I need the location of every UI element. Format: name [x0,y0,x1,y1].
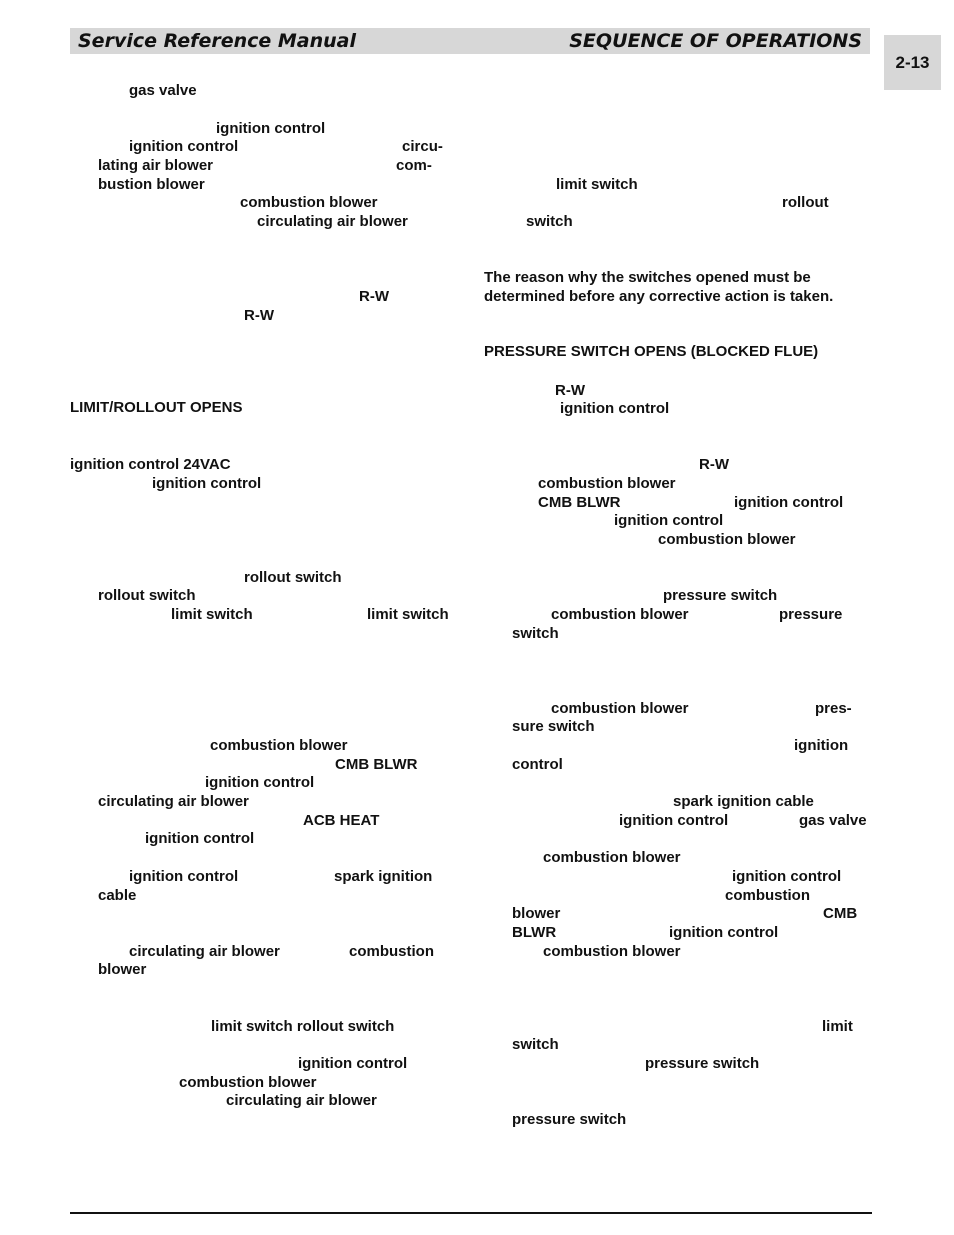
term-ignition-control: ignition control [614,512,724,529]
term-ignition-control: ignition control [145,830,255,847]
note-reason-line-1: The reason why the switches opened must be [484,269,811,286]
term-ignition-control: ignition control [205,774,315,791]
term-spark-ignition: spark ignition [334,868,433,885]
term-r-w: R-W [555,382,585,399]
term-pressure-switch: pressure switch [512,1111,627,1128]
term-rollout: rollout [782,194,829,211]
section-title: SEQUENCE OF OPERATIONS [569,30,862,52]
term-r-w: R-W [359,288,389,305]
note-reason-line-2: determined before any corrective action is taken. [484,288,834,305]
term-rollout-switch: rollout switch [98,587,196,604]
term-ignition-control: ignition control [216,120,326,137]
term-ignition: ignition [794,737,849,754]
term-ignition-control: ignition control [129,138,239,155]
term-switch: switch [512,1036,559,1053]
term-combustion-blower: combustion blower [210,737,348,754]
term-combustion-blower: bustion blower [98,176,205,193]
term-combustion: combustion [349,943,434,960]
term-ignition-control: ignition control [734,494,844,511]
term-circulating-air-blower: lating air blower [98,157,214,174]
term-limit: limit [822,1018,853,1035]
term-combustion-blower: combustion blower [658,531,796,548]
term-pressure-switch: sure switch [512,718,595,735]
term-ignition-control: ignition control [560,400,670,417]
footer-rule [70,1212,872,1214]
term-switch: switch [512,625,559,642]
term-ignition-control: ignition control [298,1055,408,1072]
term-spark-ignition-cable: spark ignition cable [673,793,814,810]
term-limit-switch: limit switch [556,176,638,193]
term-ignition-control: ignition control [619,812,729,829]
term-switch: switch [526,213,573,230]
term-combustion: combustion [725,887,810,904]
term-gas-valve: gas valve [799,812,867,829]
term-limit-switch: limit switch [171,606,253,623]
term-blower: blower [98,961,147,978]
term-circulating-part: circu- [402,138,443,155]
term-combustion-blower: combustion blower [543,849,681,866]
term-circulating-air-blower: circulating air blower [98,793,249,810]
term-combustion-blower: combustion blower [179,1074,317,1091]
manual-title: Service Reference Manual [78,30,356,52]
term-r-w: R-W [244,307,274,324]
term-ignition-control: ignition control [732,868,842,885]
term-combustion-blower: combustion blower [240,194,378,211]
term-combustion-blower: combustion blower [538,475,676,492]
term-circulating-air-blower: circulating air blower [257,213,408,230]
term-blwr: BLWR [512,924,557,941]
term-acb-heat: ACB HEAT [303,812,380,829]
term-ignition-control-24vac: ignition control 24VAC [70,456,231,473]
page-number-tab: 2-13 [884,35,941,90]
heading-pressure-switch-opens: PRESSURE SWITCH OPENS (BLOCKED FLUE) [484,343,819,360]
term-combustion-blower: combustion blower [551,606,689,623]
term-gas-valve: gas valve [129,82,197,99]
term-control: control [512,756,563,773]
term-circulating-air-blower: circulating air blower [226,1092,377,1109]
term-cable: cable [98,887,137,904]
term-ignition-control: ignition control [669,924,779,941]
term-rollout-switch: rollout switch [244,569,342,586]
term-ignition-control: ignition control [129,868,239,885]
term-pressure: pressure [779,606,843,623]
term-combustion-part: com- [396,157,432,174]
term-blower: blower [512,905,561,922]
term-r-w: R-W [699,456,729,473]
term-pressure-switch: pressure switch [663,587,778,604]
term-combustion-blower: combustion blower [543,943,681,960]
heading-limit-rollout-opens: LIMIT/ROLLOUT OPENS [70,399,243,416]
term-cmb-blwr: CMB BLWR [335,756,418,773]
term-circulating-air-blower: circulating air blower [129,943,280,960]
term-cmb-blwr: CMB BLWR [538,494,621,511]
term-pressure-switch: pressure switch [645,1055,760,1072]
term-combustion-blower: combustion blower [551,700,689,717]
term-pressure-part: pres- [815,700,852,717]
term-cmb: CMB [823,905,858,922]
term-limit-switch: limit switch [367,606,449,623]
term-limit-rollout-switch: limit switch rollout switch [211,1018,395,1035]
term-ignition-control: ignition control [152,475,262,492]
